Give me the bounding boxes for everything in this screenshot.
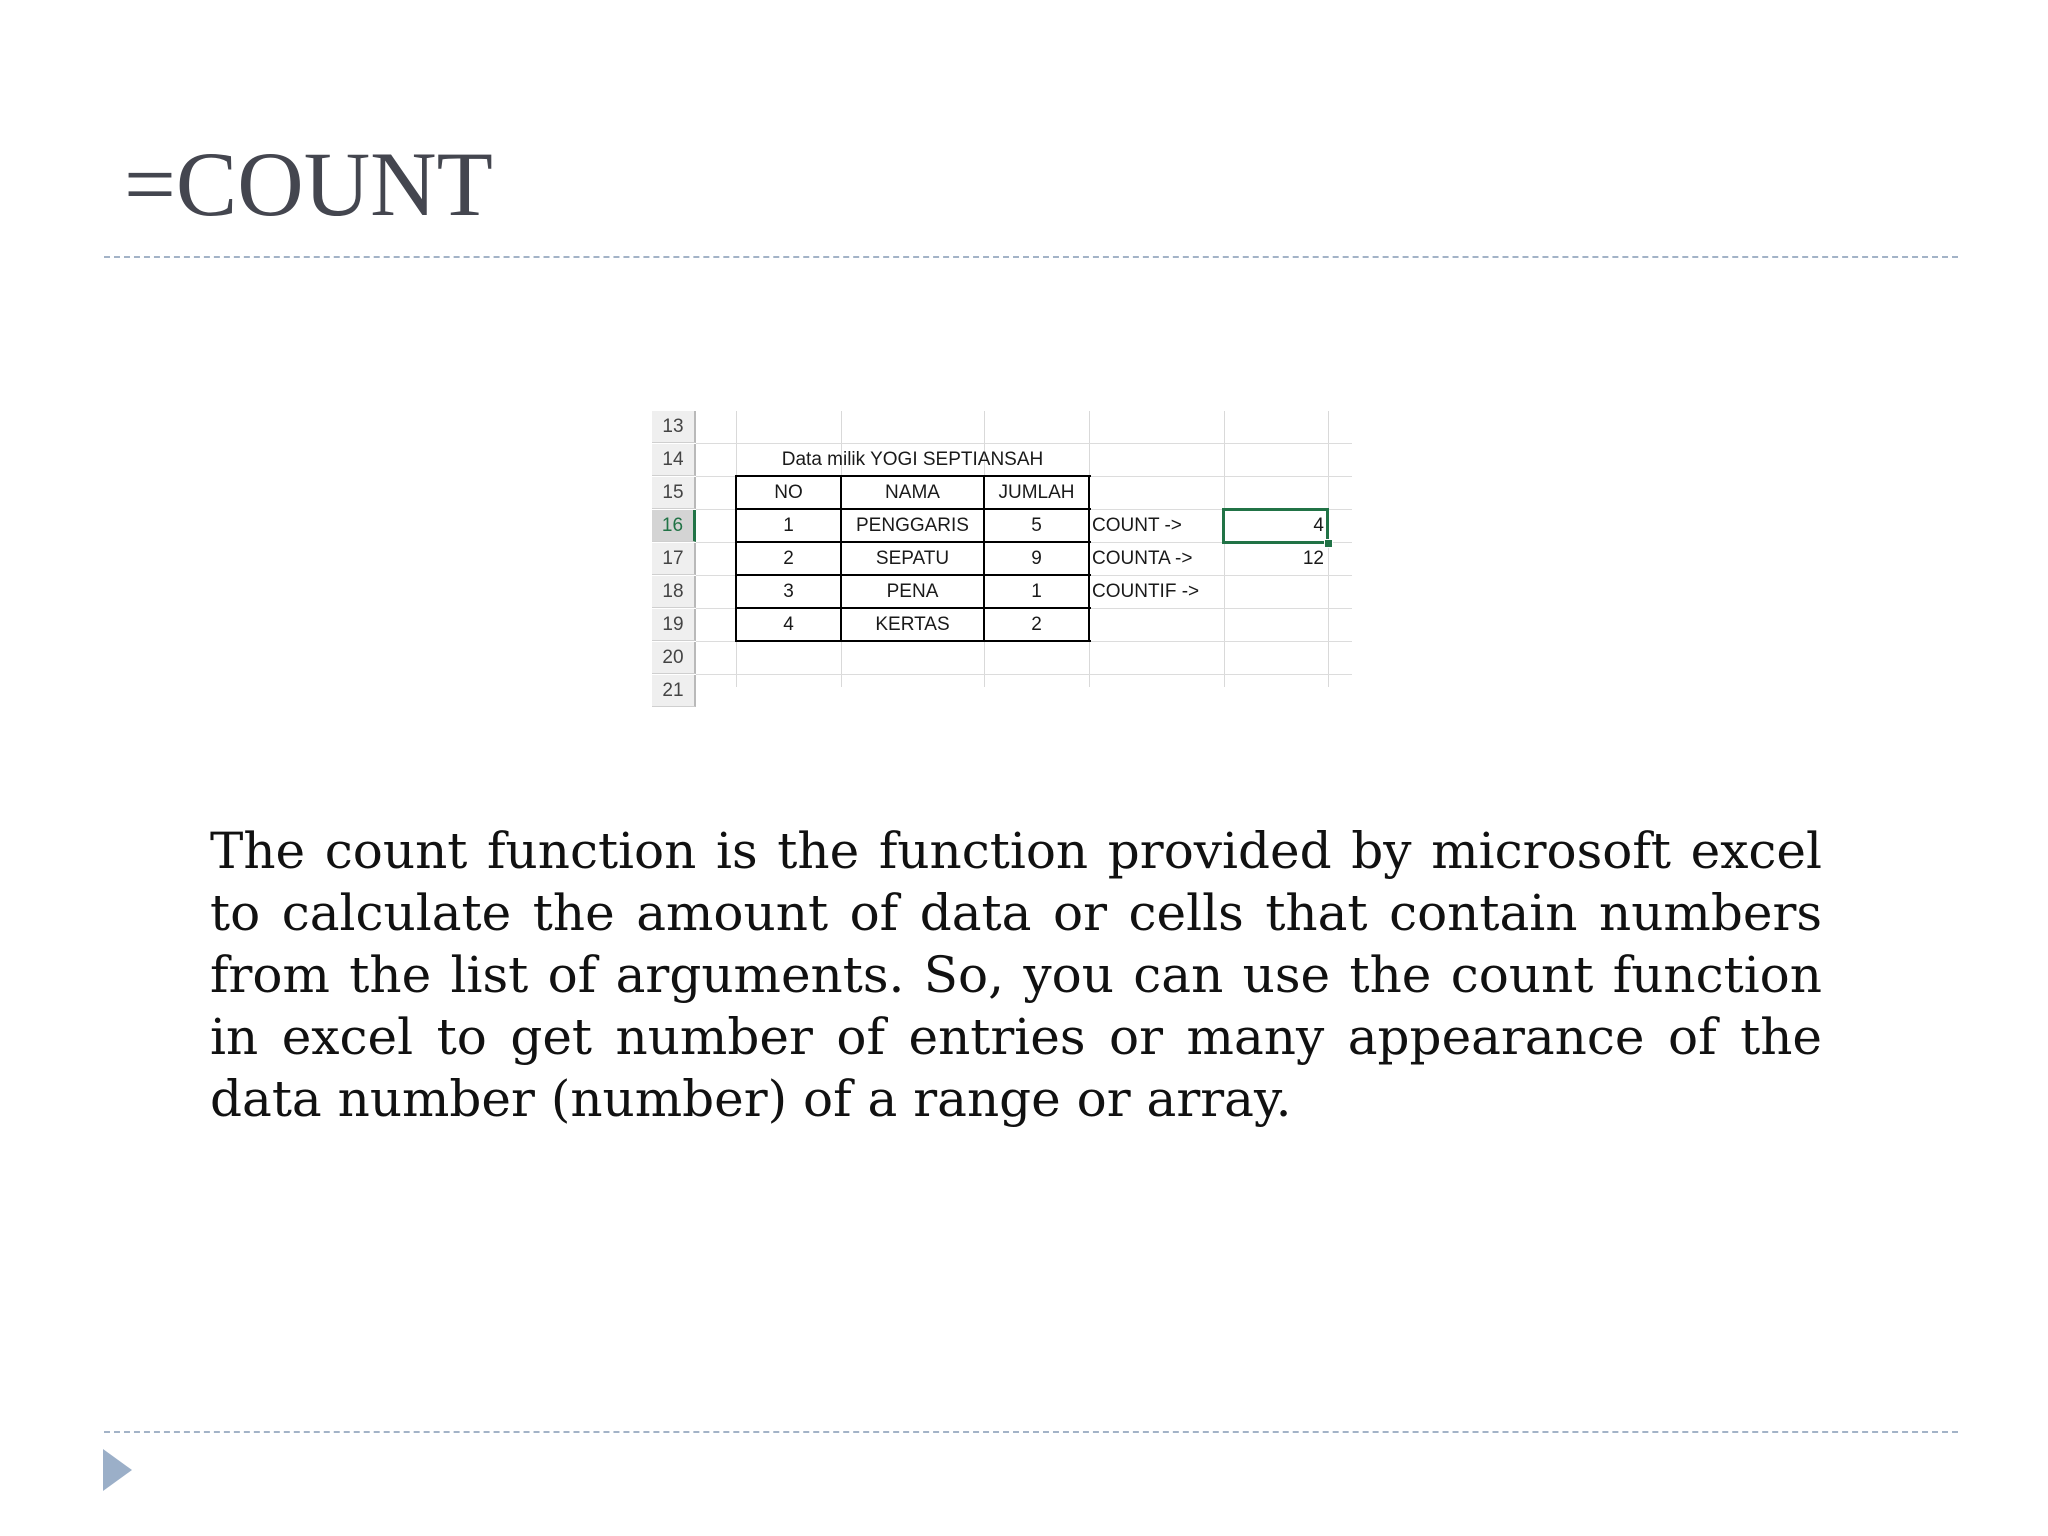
table-border <box>983 475 985 642</box>
header-nama[interactable]: NAMA <box>885 482 940 503</box>
row-header[interactable]: 17 <box>652 543 696 575</box>
cell-jumlah[interactable]: 1 <box>1031 581 1042 602</box>
table-border <box>736 640 1091 642</box>
fill-handle[interactable] <box>1324 539 1333 548</box>
table-border <box>1088 475 1090 642</box>
grid-line <box>696 674 1352 675</box>
table-border <box>736 607 1091 609</box>
table-border <box>736 508 1091 510</box>
table-border <box>736 541 1091 543</box>
header-jumlah[interactable]: JUMLAH <box>998 482 1075 503</box>
body-paragraph: The count function is the function provided by microsoft excel to calculate the amount of data or cells that contain numbers from the list of arguments. So, you can use the count function in excel to get number of entries or many appearance of the data number (number) of a range or array. <box>210 822 1822 1128</box>
label-countif[interactable]: COUNTIF -> <box>1092 581 1200 602</box>
table-caption[interactable]: Data milik YOGI SEPTIANSAH <box>781 449 1044 470</box>
slide-title: =COUNT <box>124 133 493 235</box>
row-header[interactable]: 19 <box>652 609 696 641</box>
result-count[interactable]: 4 <box>1313 515 1324 536</box>
cell-no[interactable]: 1 <box>783 515 794 536</box>
footer-divider <box>104 1431 1958 1433</box>
cell-jumlah[interactable]: 2 <box>1031 614 1042 635</box>
cell-no[interactable]: 2 <box>783 548 794 569</box>
row-header[interactable]: 18 <box>652 576 696 608</box>
cell-no[interactable]: 3 <box>783 581 794 602</box>
cell-no[interactable]: 4 <box>783 614 794 635</box>
cell-nama[interactable]: SEPATU <box>875 548 950 569</box>
label-counta[interactable]: COUNTA -> <box>1092 548 1193 569</box>
result-counta[interactable]: 12 <box>1302 548 1324 569</box>
spreadsheet-snippet <box>652 411 1352 701</box>
row-header[interactable]: 14 <box>652 444 696 476</box>
title-divider <box>104 256 1958 258</box>
row-header[interactable]: 21 <box>652 675 696 707</box>
cell-jumlah[interactable]: 9 <box>1031 548 1042 569</box>
row-header-active[interactable]: 16 <box>652 510 696 542</box>
table-border <box>735 475 737 642</box>
cell-nama[interactable]: KERTAS <box>875 614 950 635</box>
grid-line <box>1328 411 1329 687</box>
play-triangle-icon <box>103 1449 132 1491</box>
row-header[interactable]: 20 <box>652 642 696 674</box>
cell-nama[interactable]: PENGGARIS <box>856 515 969 536</box>
cell-jumlah[interactable]: 5 <box>1031 515 1042 536</box>
row-header[interactable]: 13 <box>652 411 696 443</box>
row-header[interactable]: 15 <box>652 477 696 509</box>
cell-nama[interactable]: PENA <box>886 581 939 602</box>
label-count[interactable]: COUNT -> <box>1092 515 1182 536</box>
table-border <box>840 475 842 642</box>
header-no[interactable]: NO <box>774 482 803 503</box>
table-border <box>736 475 1091 477</box>
active-cell-selection[interactable] <box>1222 508 1329 544</box>
table-border <box>736 574 1091 576</box>
